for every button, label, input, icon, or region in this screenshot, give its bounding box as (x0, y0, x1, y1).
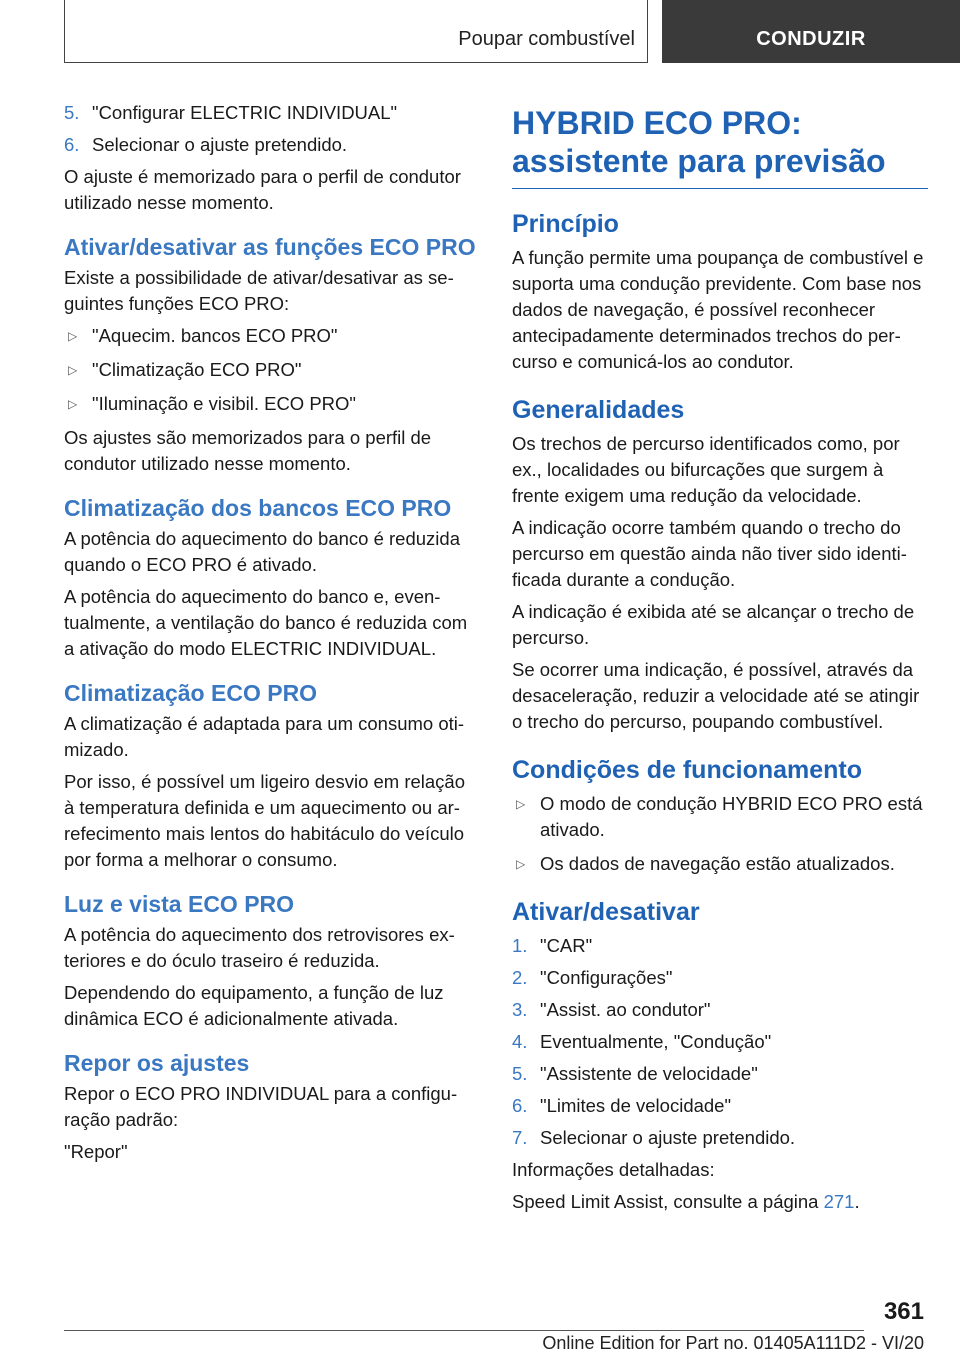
step-number: 5. (64, 102, 80, 123)
paragraph: A indicação ocorre também quando o trecho do percurso em questão ainda não tiver sido identi-ficada durante a condução. (512, 517, 907, 590)
heading-generalidades: Generalidades (512, 396, 685, 424)
step-item (64, 132, 478, 158)
paragraph: A indicação é exibida até se alcançar o trecho de percurso. (512, 601, 915, 648)
reference-text: Speed Limit Assist, consulte a página (512, 1191, 824, 1212)
step-text: "Assistente de velocidade" (540, 1063, 758, 1084)
heading-condicoes: Condições de funcionamento (512, 756, 863, 784)
step-item (64, 100, 478, 126)
heading-climatizacao: Climatização ECO PRO (64, 680, 318, 706)
triangle-right-icon: ▷ (516, 857, 526, 871)
heading-rule (512, 188, 928, 189)
step-number: 1. (512, 935, 528, 956)
step-text: "Limites de velocidade" (540, 1095, 732, 1116)
paragraph: Os ajustes são memorizados para o perfil de condutor utilizado nesse momento. (64, 427, 432, 474)
page-header (0, 0, 960, 66)
step-text: Selecionar o ajuste pretendido. (92, 134, 348, 155)
main-heading: HYBRID ECO PRO: assistente para previsão (512, 105, 886, 179)
step-text: "CAR" (540, 935, 593, 956)
step-text: "Assist. ao condutor" (540, 999, 711, 1020)
triangle-right-icon: ▷ (68, 397, 78, 411)
chapter-title: CONDUZIR (756, 28, 866, 50)
bullet-item (512, 791, 928, 843)
step-number: 4. (512, 1031, 528, 1052)
paragraph: Dependendo do equipamento, a função de luz dinâmica ECO é adicionalmente ativada. (64, 982, 444, 1029)
bullet-item (512, 851, 928, 877)
section-title: Poupar combustível (458, 28, 635, 50)
step-item (512, 997, 928, 1023)
step-number: 6. (512, 1095, 528, 1116)
heading-luz-vista: Luz e vista ECO PRO (64, 891, 295, 917)
bullet-text: Os dados de navegação estão atualizados. (540, 853, 895, 874)
bullet-item (64, 391, 478, 417)
step-item (512, 1061, 928, 1087)
paragraph: Os trechos de percurso identificados como, por ex., localidades ou bifurcações que surgem à frente exigem uma redução da velocidade. (512, 433, 900, 506)
paragraph: A potência do aquecimento do banco é reduzida quando o ECO PRO é ativado. (64, 528, 460, 575)
step-item (512, 965, 928, 991)
step-number: 3. (512, 999, 528, 1020)
paragraph: Informações detalhadas: (512, 1159, 715, 1180)
step-item (512, 1093, 928, 1119)
step-item (512, 1125, 928, 1151)
speed-limit-reference (512, 1189, 928, 1215)
paragraph: O ajuste é memorizado para o perfil de condutor utilizado nesse momento. (64, 166, 461, 213)
bullet-text: "Iluminação e visibil. ECO PRO" (92, 393, 356, 414)
step-text: "Configurações" (540, 967, 673, 988)
step-text: Eventualmente, "Condução" (540, 1031, 772, 1052)
paragraph: A potência do aquecimento dos retrovisores ex-teriores e do óculo traseiro é reduzida. (64, 924, 455, 971)
heading-principio: Princípio (512, 210, 619, 238)
bullet-text: "Aquecim. bancos ECO PRO" (92, 325, 338, 346)
heading-bancos: Climatização dos bancos ECO PRO (64, 495, 452, 521)
step-number: 5. (512, 1063, 528, 1084)
triangle-right-icon: ▷ (68, 329, 78, 343)
step-text: "Configurar ELECTRIC INDIVIDUAL" (92, 102, 398, 123)
paragraph: A potência do aquecimento do banco e, even-tualmente, a ventilação do banco é reduzida com a ativação do modo ELECTRIC INDIVIDUAL. (64, 586, 468, 659)
paragraph: Existe a possibilidade de ativar/desativar as se-guintes funções ECO PRO: (64, 267, 454, 314)
bullet-text: O modo de condução HYBRID ECO PRO está ativado. (540, 793, 923, 840)
page-number: 361 (883, 1298, 924, 1325)
left-column (64, 100, 478, 1171)
heading-ativar-desativar: Ativar/desativar as funções ECO PRO (64, 234, 476, 260)
footer-rule (64, 1330, 864, 1331)
step-item (512, 933, 928, 959)
step-item (512, 1029, 928, 1055)
footer-edition: Online Edition for Part no. 01405A111D2 - VI/20 (542, 1333, 924, 1353)
paragraph: Por isso, é possível um ligeiro desvio em relação à temperatura definida e um aquecimento ou ar-refecimento mais lentos do habitáculo do veículo por forma a melhorar o consumo. (64, 771, 466, 870)
triangle-right-icon: ▷ (516, 797, 526, 811)
reference-end: . (854, 1191, 860, 1212)
paragraph: A função permite uma poupança de combustível e suporta uma condução previdente. Com base nos dados de navegação, é possível reconhecer antecipadamente determinados trechos do per-curso e comunicá-los ao condutor. (512, 247, 924, 372)
bullet-item (64, 323, 478, 349)
bullet-item (64, 357, 478, 383)
step-number: 7. (512, 1127, 528, 1148)
section-box (64, 0, 648, 63)
heading-ativar-desativar-right: Ativar/desativar (512, 898, 700, 926)
paragraph: "Repor" (64, 1141, 128, 1162)
page-link[interactable]: 271 (823, 1191, 855, 1212)
paragraph: Se ocorrer uma indicação, é possível, através da desaceleração, reduzir a velocidade até se atingir o trecho do percurso, poupando combustível. (512, 659, 920, 732)
paragraph: Repor o ECO PRO INDIVIDUAL para a configu-ração padrão: (64, 1083, 458, 1130)
right-column (512, 100, 928, 1221)
step-number: 2. (512, 967, 528, 988)
step-number: 6. (64, 134, 80, 155)
heading-repor: Repor os ajustes (64, 1050, 250, 1076)
bullet-text: "Climatização ECO PRO" (92, 359, 302, 380)
paragraph: A climatização é adaptada para um consumo oti-mizado. (64, 713, 465, 760)
triangle-right-icon: ▷ (68, 363, 78, 377)
chapter-tab (662, 0, 960, 63)
step-text: Selecionar o ajuste pretendido. (540, 1127, 796, 1148)
